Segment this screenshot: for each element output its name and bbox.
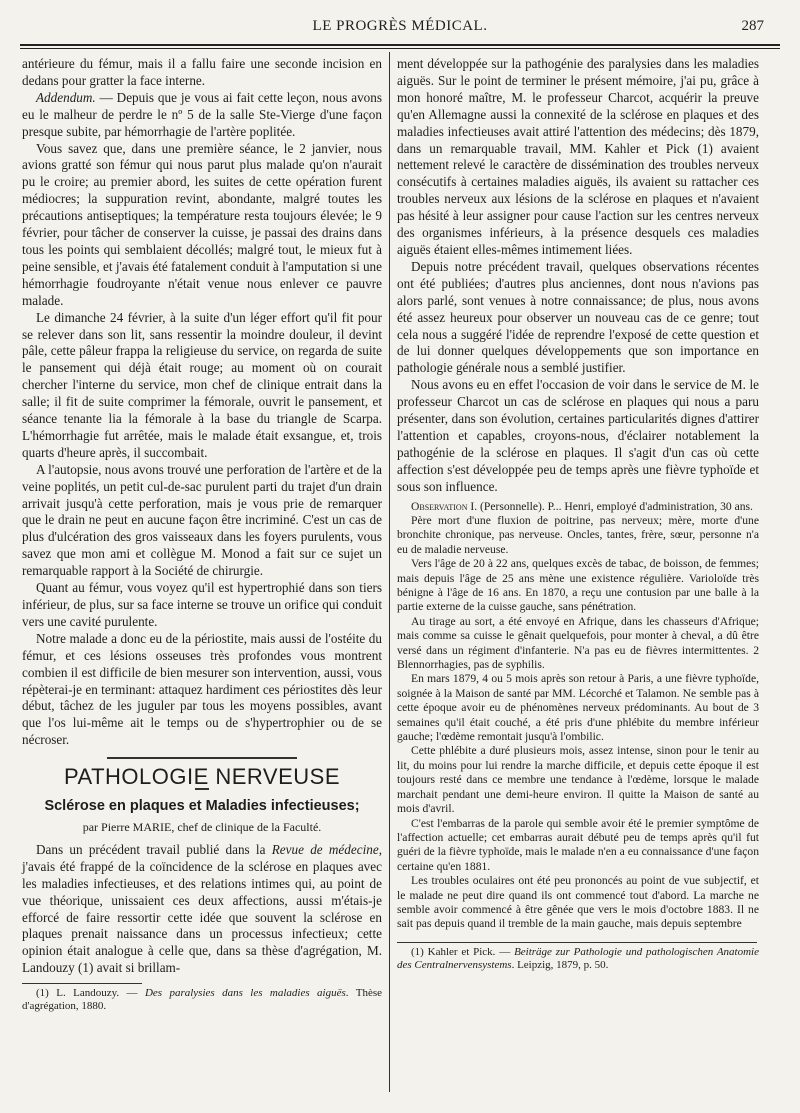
paragraph: Depuis notre précédent travail, quelques observations récentes ont été publiées; d'autres plus anciennes, dont nous n'avions pas alors parlé, sont venues à notre connaissance; de plus, nous avons été assez heureux pour observer un nouveau cas de ce genre; tout cela nous a suggéré l'idée de reprendre l'exposé de cette question et de lui donner quelques développements que son importance en pathologie générale nous a semblé justifier. bbox=[397, 258, 759, 376]
page-number: 287 bbox=[741, 18, 764, 34]
observation-paragraph: Vers l'âge de 20 à 22 ans, quelques excès de tabac, de boisson, de femmes; mais depuis l'âge de 25 ans mène une existence régulière. Varioloïde très bénigne à l'âge de 16 ans. En 1870, a reçu une contusion par une balle à la partie externe de la cuisse gauche, sans pénétration. bbox=[397, 557, 759, 614]
section-title: PATHOLOGIE NERVEUSE bbox=[63, 764, 340, 790]
right-column bbox=[397, 56, 759, 972]
paragraph-addendum bbox=[22, 90, 382, 141]
intro-text-cont: , j'avais été frappé de la coïncidence de la sclérose en plaques avec les maladies infectieuses, et des relations intimes qui, au point de vue théorique, unissaient ces deux affections, aussi m'étais-je efforcé de faire ressortir cette idée que souvent la sclérose en plaques prenait naissance dans un processus infectieux; cette opinion était analogue à celle que, dans sa thèse d'agrégation, M. Landouzy (1) avait si brillam- bbox=[22, 841, 382, 976]
observation-paragraph: En mars 1879, 4 ou 5 mois après son retour à Paris, a une fièvre typhoïde, soignée à la Maison de santé par MM. Lécorché et Talamon. Ne semble pas à cette époque avoir eu de phénomènes nerveux prédominants. Au bout de 3 semaines qu'il était couché, a été pris d'une phlébite du membre inférieur gauche; l'œdème remontait jusqu'à l'ombilic. bbox=[397, 672, 759, 744]
observation-paragraph: Les troubles oculaires ont été peu prononcés au point de vue subjectif, et le malade ne peut dire quand ils ont commencé tout d'abord. La marche ne semble avoir commencé à être gênée que vers le mois d'octobre 1883. Il ne sait pas depuis quand il tremble de la main gauche, mais depuis septembre bbox=[397, 874, 759, 931]
article-author: par Pierre MARIE, chef de clinique de la Faculté. bbox=[82, 819, 322, 834]
observation-heading bbox=[397, 500, 759, 514]
observation-paragraph: Cette phlébite a duré plusieurs mois, assez intense, sinon pour le tenir au lit, du moins pour lui rendre la marche difficile, et depuis cette époque il est toujours resté dans ce membre une tendance à l'œdème, lorsque le malade marchait pendant une demi-heure environ. Il quitte la Maison de santé au mois d'avril. bbox=[397, 744, 759, 816]
left-column bbox=[22, 56, 382, 1013]
header-rule-thin bbox=[20, 48, 780, 49]
paragraph-intro bbox=[22, 842, 382, 977]
footnote bbox=[397, 946, 759, 972]
observation-label: Observation I. bbox=[411, 499, 478, 513]
journal-name: Revue de médecine bbox=[271, 841, 379, 857]
footnote-author: (1) Kahler et Pick. — bbox=[411, 945, 515, 958]
footnote-source: . Thèse d'agrégation, 1880. bbox=[22, 987, 382, 1013]
paragraph: A l'autopsie, nous avons trouvé une perforation de l'artère et de la veine poplités, un petit cul-de-sac purulent parti du trajet d'un drain arrivait jusqu'à cette perforation, mais je vous prie de remarquer que le drain ne peut en aucune façon être incriminé. C'est un cas de plus d'ulcération des gros vaisseaux dans les foyers purulents, vous savez que mon ami et collègue M. Monod a fait sur ce sujet un remarquable rapport à la Société de chirurgie. bbox=[22, 461, 382, 579]
observation-paragraph: C'est l'embarras de la parole qui semble avoir été le premier symptôme de l'affection actuelle; cet embarras aurait débuté peu de temps après qu'il fut guéri de la fièvre typhoïde, mais le malade n'en a eu connaissance d'une façon certaine qu'en 1881. bbox=[397, 816, 759, 873]
paragraph: Nous avons eu en effet l'occasion de voir dans le service de M. le professeur Charcot un cas de sclérose en plaques qui nous a paru présenter, dans son évolution, certaines particularités dignes d'attirer l'attention et capables, croyons-nous, d'éclairer notablement la pathogénie de la sclérose en plaques. Il s'agit d'un cas où cette affection s'est développée peu de temps après une fièvre typhoïde et sous son influence. bbox=[397, 377, 759, 494]
observation-intro: (Personnelle). P... Henri, employé d'administration, 30 ans. bbox=[477, 499, 753, 513]
journal-title: LE PROGRÈS MÉDICAL. bbox=[312, 18, 488, 34]
intro-text: Dans un précédent travail publié dans la bbox=[36, 841, 272, 857]
paragraph: Vous savez que, dans une première séance, le 2 janvier, nous avions gratté son fémur qui nous parut plus malade qu'on n'aurait pu le croire; au premier abord, les suites de cette opération furent médiocres; la suppuration revint, abondante, malgré toutes les précautions antiseptiques; la température resta toujours élevée; le 9 février, pour tâcher de conserver la cuisse, je passai des drains dans tous les points qui semblaient décollés; malgré tout, le mieux fut à peine sensible, et j'avais été fatalement conduit à l'amputation si une hémorrhagie foudroyante n'était venue nous enlever ce pauvre malade. bbox=[22, 140, 382, 308]
footnote-source: . Leipzig, 1879, p. 50. bbox=[511, 958, 609, 971]
page-header bbox=[0, 18, 800, 40]
observation-paragraph: Au tirage au sort, a été envoyé en Afrique, dans les chasseurs d'Afrique; mais comme sa cuisse le gênait quelquefois, pour monter à cheval, a dû être versé dans un régiment d'infanterie. N'a pas eu de fièvres intermittentes. 2 Blennorrhagies, pas de syphilis. bbox=[397, 614, 759, 672]
addendum-text: — Depuis que je vous ai fait cette leçon, nous avons eu le malheur de perdre le nº 5 de la salle Ste-Vierge d'une façon presque subite, par hémorrhagie de l'artère poplitée. bbox=[22, 89, 382, 139]
addendum-label: Addendum. bbox=[36, 89, 96, 105]
footnote-author: (1) L. Landouzy. — bbox=[36, 987, 145, 1000]
footnote-rule bbox=[397, 942, 757, 943]
column-divider bbox=[389, 52, 390, 1092]
footnote-title: Des paralysies dans les maladies aiguës bbox=[144, 987, 346, 1000]
paragraph: Quant au fémur, vous voyez qu'il est hypertrophié dans son tiers inférieur, de plus, sur sa face interne se trouve un orifice qui conduit vers une cavité purulente. bbox=[22, 580, 382, 629]
paragraph: Notre malade a donc eu de la périostite, mais aussi de l'ostéite du fémur, et ces lésions osseuses très profondes vous montrent combien il est difficile de bien mesurer son intervention, aussi, vous répèterai-je en terminant: attaquez hardiment ces périostites dès leur début, tâchez de les juguler par tous les moyens possibles, avant que l'os lui-même ait le temps ou de s'hypertrophier ou de se nécroser. bbox=[22, 630, 382, 748]
section-rule bbox=[107, 757, 297, 759]
footnote bbox=[22, 987, 382, 1013]
footnote-rule bbox=[22, 983, 142, 984]
footnote-title: Beiträge zur Pathologie und pathologischen Anatomie des Centralnervensystems bbox=[397, 945, 759, 971]
observation-paragraph: Père mort d'une fluxion de poitrine, pas nerveux; mère, morte d'une bronchite chronique, pas nerveuse. Oncles, tantes, frère, sœur, personne n'a eu de maladie nerveuse. bbox=[397, 513, 759, 556]
paragraph: Le dimanche 24 février, à la suite d'un léger effort qu'il fit pour se relever dans son lit, sans ressentir la moindre douleur, il devint pâle, cette pâleur frappa la religieuse du service, on regarda de suite le pansement qui déjà était rouge; au moment où on courait chercher l'interne du service, mon chef de clinique entrait dans la salle; il fit de suite comprimer la fémorale, ouvrit le pansement, et séance tenante lia la fémorale à la base du triangle de Scarpa. L'hémorrhagie fut arrêtée, mais le malade était exsangue, et, trois quarts d'heure après, il succombait. bbox=[22, 309, 382, 460]
paragraph: antérieure du fémur, mais il a fallu faire une seconde incision en dedans pour gratter la face interne. bbox=[22, 56, 382, 88]
paragraph: ment développée sur la pathogénie des paralysies dans les maladies aiguës. Sur le point de terminer le présent mémoire, j'ai pu, grâce à mon honoré maître, M. le professeur Charcot, acquérir la preuve qu'en Allemagne aussi la connexité de la sclérose en plaques et des maladies infectieuses avait attiré l'attention des médecins; dès 1879, dans un remarquable travail, MM. Kahler et Pick (1) avaient nettement relevé le caractère de dissémination des troubles nerveux consécutifs à certaines maladies aiguës, ils avaient su rattacher ces troubles nerveux aux lésions de la sclérose en plaques et n'avaient pas hésité à leur assigner pour cause l'action sur les centres nerveux des organismes inférieurs, à la présence desquels ces maladies aiguës étaient elles-mêmes intimement liées. bbox=[397, 56, 759, 257]
header-rule bbox=[20, 44, 780, 46]
article-title: Sclérose en plaques et Maladies infectieuses; bbox=[44, 798, 360, 815]
